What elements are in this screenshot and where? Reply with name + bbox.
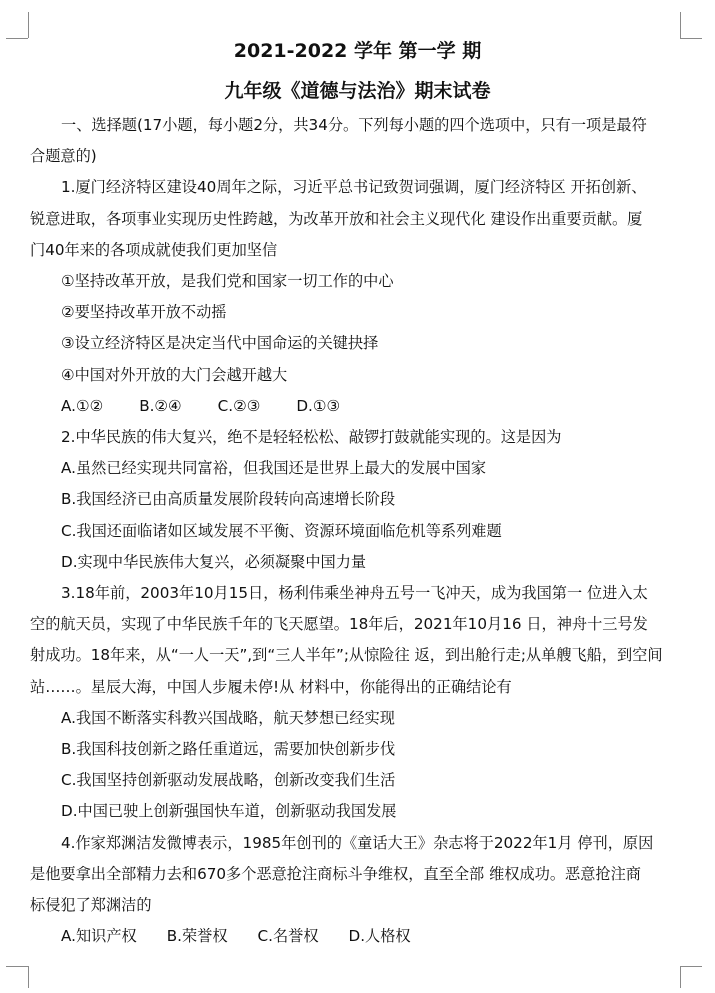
option-d: D.中国已驶上创新强国快车道，创新驱动我国发展 (61, 802, 397, 821)
option-d: D.实现中华民族伟大复兴，必须凝聚中国力量 (61, 552, 367, 571)
section-instructions-cont: 合题意的) (30, 147, 97, 166)
question-stem-line: 3.18年前，2003年10月15日，杨利伟乘坐神舟五号一飞冲天，成为我国第一 位进入太 (61, 584, 648, 603)
option-a: A.知识产权 (61, 927, 137, 946)
option-c: C.②③ (217, 396, 261, 415)
crop-mark-bottom-left (28, 966, 29, 988)
option-c: C.我国坚持创新驱动发展战略，创新改变我们生活 (61, 771, 396, 790)
answer-options (30, 921, 680, 952)
option-b: B.②④ (139, 396, 182, 415)
crop-mark-bottom-right (680, 966, 681, 988)
question-stem-line: 站……。星辰大海，中国人步履未停!从 材料中，你能得出的正确结论有 (30, 677, 512, 696)
crop-mark-top-left (28, 12, 29, 38)
crop-mark-bottom-right (680, 966, 702, 967)
option-c: C.我国还面临诸如区域发展不平衡、资源环境面临危机等系列难题 (61, 521, 502, 540)
question-stem-line: 锐意进取，各项事业实现历史性跨越，为改革开放和社会主义现代化 建设作出重要贡献。厦 (30, 209, 643, 228)
option-a: A.①② (61, 396, 104, 415)
statement-1: ①坚持改革开放，是我们党和国家一切工作的中心 (61, 272, 394, 291)
answer-options (30, 391, 680, 422)
option-a: A.虽然已经实现共同富裕，但我国还是世界上最大的发展中国家 (61, 459, 487, 478)
question-2 (30, 422, 680, 578)
section-instructions: 一、选择题(17小题，每小题2分，共34分。下列每小题的四个选项中，只有一项是最符 (61, 116, 647, 134)
question-stem-line: 射成功。18年来，从“一人一天”,到“三人半年”;从惊险往 返，到出舱行走;从单艘飞船，到空间 (30, 646, 663, 665)
option-b: B.我国经济已由高质量发展阶段转向高速增长阶段 (61, 490, 396, 509)
option-d: D.人格权 (348, 927, 411, 946)
question-stem-line: 2.中华民族的伟大复兴，绝不是轻轻松松、敲锣打鼓就能实现的。这是因为 (61, 428, 562, 447)
question-stem-line: 4.作家郑渊洁发微博表示，1985年创刊的《童话大王》杂志将于2022年1月 停刊，原因 (61, 833, 654, 852)
option-d: D.①③ (296, 396, 341, 415)
exam-year-title: 2021-2022 学年 第一学 期 (233, 40, 482, 62)
option-b: B.我国科技创新之路任重道远，需要加快创新步伐 (61, 740, 396, 759)
crop-mark-bottom-left (6, 966, 28, 967)
question-1 (30, 172, 680, 422)
question-4 (30, 828, 680, 953)
option-a: A.我国不断落实科教兴国战略，航天梦想已经实现 (61, 708, 395, 727)
question-stem-line: 是他要拿出全部精力去和670多个恶意抢注商标斗争维权，直至全部 维权成功。恶意抢注商 (30, 864, 641, 883)
option-c: C.名誉权 (257, 927, 319, 946)
statement-2: ②要坚持改革开放不动摇 (61, 303, 227, 322)
statement-4: ④中国对外开放的大门会越开越大 (61, 365, 288, 384)
option-b: B.荣誉权 (166, 927, 228, 946)
exam-subject-title: 九年级《道德与法治》期末试卷 (224, 80, 491, 102)
question-stem-line: 1.厦门经济特区建设40周年之际，习近平总书记致贺词强调，厦门经济特区 开拓创新、 (61, 178, 647, 197)
question-stem-line: 标侵犯了郑渊洁的 (30, 896, 152, 915)
question-3 (30, 578, 680, 828)
crop-mark-top-right (680, 12, 681, 38)
exam-body (30, 110, 680, 952)
statement-3: ③设立经济特区是决定当代中国命运的关键抉择 (61, 334, 379, 353)
question-stem-line: 门40年来的各项成就使我们更加坚信 (30, 240, 278, 259)
question-stem-line: 空的航天员，实现了中华民族千年的飞天愿望。18年后，2021年10月16 日，神舟十三号发 (30, 615, 648, 634)
